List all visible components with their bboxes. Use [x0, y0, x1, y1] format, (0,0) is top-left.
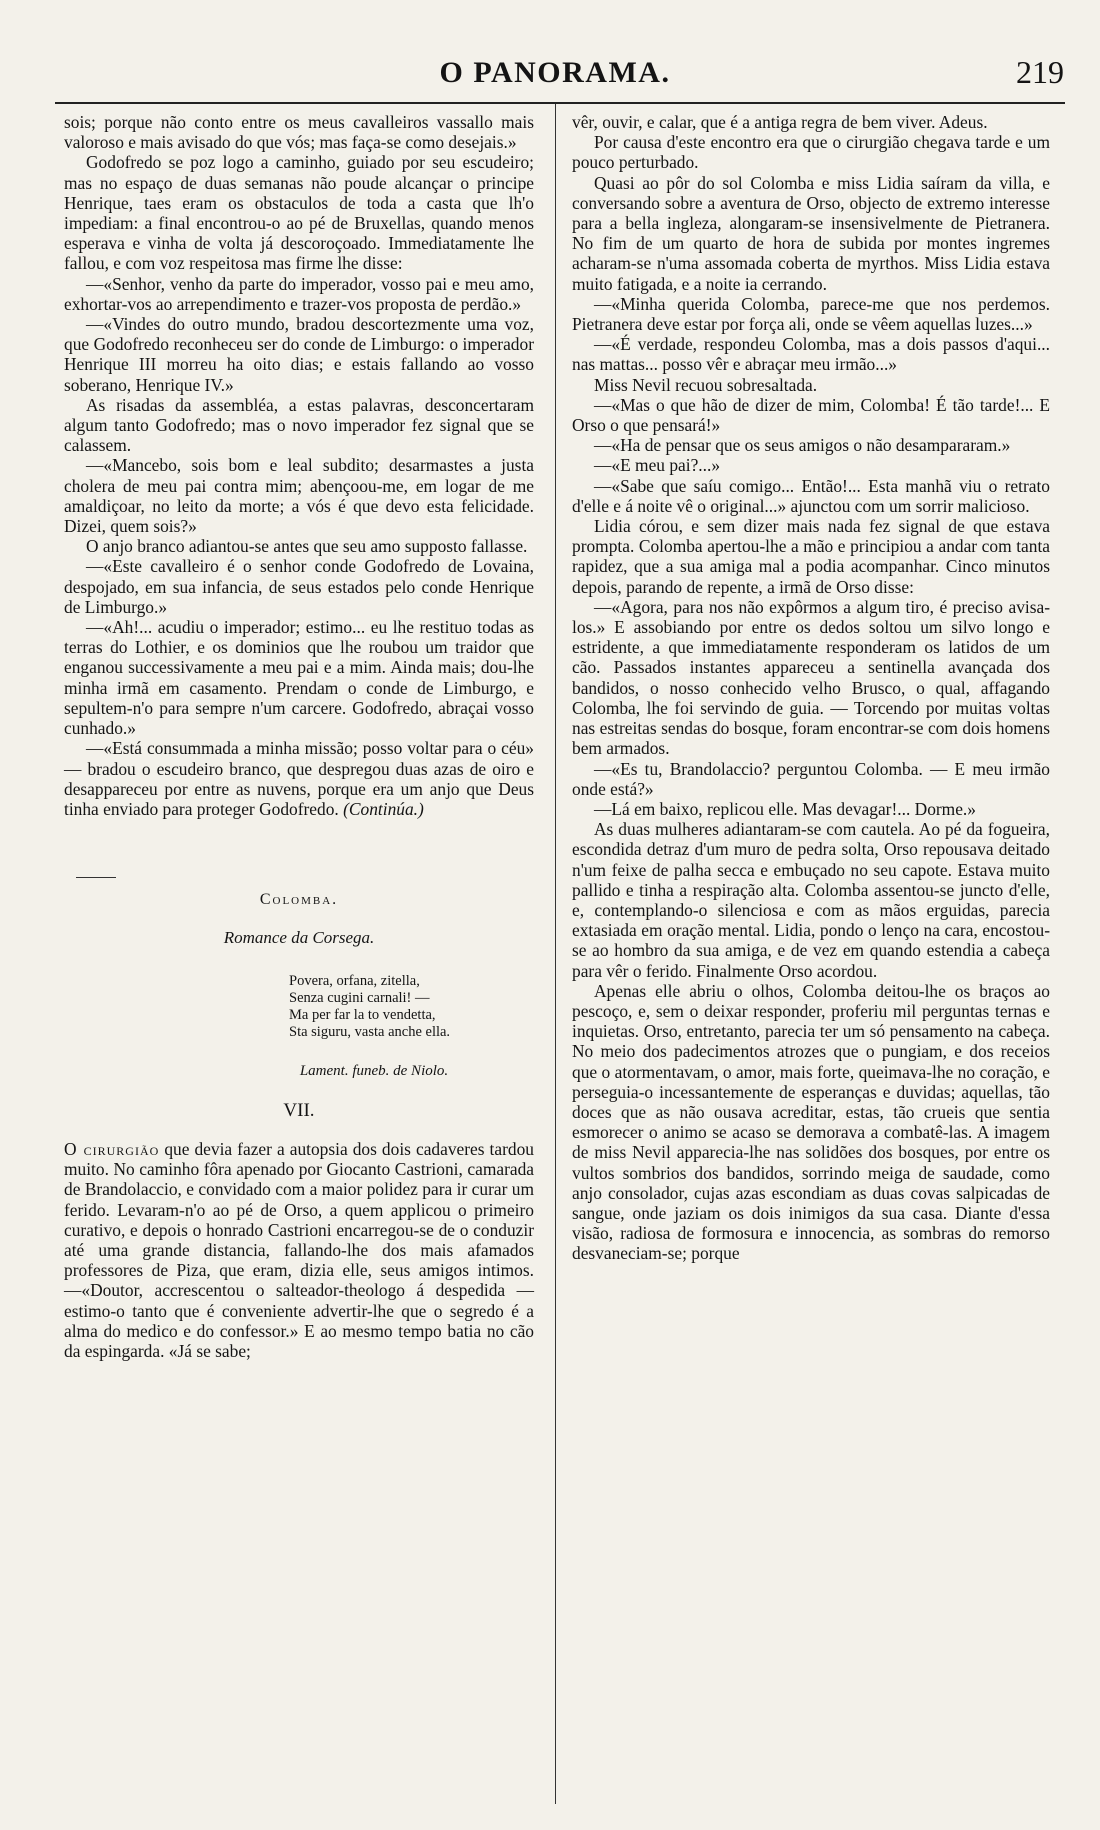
paragraph: vêr, ouvir, e calar, que é a antiga regra de bem viver. Adeus.: [572, 112, 988, 132]
paragraph-text: —«Está consummada a minha missão; posso voltar para o céu» — bradou o escudeiro branco, que despregou duas azas de oiro e desappareceu por entre as nuvens, porque era um anjo que Deus tinha enviado para proteger Godofredo.: [64, 738, 534, 819]
paragraph: —«Mas o que hão de dizer de mim, Colomba! É tão tarde!... E Orso o que pensará!»: [572, 394, 1050, 436]
paragraph: Apenas elle abriu o olhos, Colomba deitou-lhe os braços ao pescoço, e, sem o deixar responder, proferiu mil perguntas ternas e inquietas. Orso, entretanto, parecia ter um só pensamento na cabeça. No meio dos padecimentos atrozes que o pungiam, e dos receios que o atormentavam, o amor, mais forte, queimava-lhe no coração, e perseguia-o incessantemente de esperanças e duvidas; aquellas, tão doces que as não ousava acreditar, estas, tão crueis que sentia esmorecer o animo se acaso se demorava a combatê-las. A imagem de miss Nevil apparecia-lhe nas solidões dos bosques, por entre os vultos sombrios dos bandidos, sorrindo meiga de saudade, como anjo consolador, cujas azas escondiam as duas covas salpicadas de sangue, onde jaziam os dois inimigos da sua casa. Diante d'essa visão, radiosa de formosura e innocencia, as sombras do remorso desvaneciam-se; porque: [572, 980, 1050, 1264]
paragraph: —«Senhor, venho da parte do imperador, vosso pai e meu amo, exhortar-vos ao arrependimento e trazer-vos proposta de perdão.»: [64, 273, 534, 314]
column-divider: [555, 104, 556, 1804]
paragraph: —«Ha de pensar que os seus amigos o não desampararam.»: [594, 435, 1011, 456]
paragraph: [64, 738, 534, 819]
paragraph: As risadas da assembléa, a estas palavras, desconcertaram algum tanto Godofredo; mas o novo imperador fez signal que se calassem.: [64, 394, 534, 456]
chapter-number: VII.: [283, 1099, 315, 1121]
epigraph-line: Sta siguru, vasta anche ella.: [289, 1023, 451, 1040]
epigraph-attribution: Lament. funeb. de Niolo.: [299, 1062, 449, 1079]
paragraph: Quasi ao pôr do sol Colomba e miss Lidia saíram da villa, e conversando sobre a aventura de Orso, objecto de extremo interesse para a bella ingleza, alongaram-se insensivelmente de Pietranera. No fim de um quarto de hora de subida por montes ingremes acharam-se n'uma assomada coberta de myrthos. Miss Lidia estava muito fatigada, e a noite ia cerrando.: [572, 172, 1050, 294]
chapter-paragraph: [64, 1139, 534, 1361]
paragraph: —«Minha querida Colomba, parece-me que nos perdemos. Pietranera deve estar por força ali, onde se vêem aquellas luzes...»: [572, 293, 1050, 335]
paragraph: —«E meu pai?...»: [594, 455, 721, 476]
paragraph: As duas mulheres adiantaram-se com cautela. Ao pé da fogueira, escondida detraz d'um muro de pedra solta, Orso repousava deitado n'um feixe de palha secca e embuçado no seu capote. Estava muito pallido e tinha a respiração alta. Colomba assentou-se juncto d'elle, e, contemplando-o silenciosa e com as mãos erguidas, parecia extasiada em oração mental. Lidia, pondo o lenço na cara, encostou-se ao hombro da sua amiga, e de vez em quando estendia a cabeça para vêr o ferido. Finalmente Orso acordou.: [572, 819, 1050, 981]
section-separator: [76, 877, 116, 878]
epigraph-line: Senza cugini carnali! —: [289, 989, 430, 1006]
paragraph: Por causa d'este encontro era que o cirurgião chegava tarde e um pouco perturbado.: [572, 132, 1050, 173]
section-title: Colomba.: [259, 891, 339, 909]
epigraph-line: Povera, orfana, zitella,: [289, 972, 420, 989]
paragraph: Godofredo se poz logo a caminho, guiado por seu escudeiro; mas no espaço de duas semanas não poude alcançar o principe Henrique, taes eram os obstaculos de toda a casta que lh'o impediam: a final encontrou-o ao pé de Bruxellas, quando menos esperava e vinha de volta já descoroçoado. Immediatamente lhe fallou, e com voz respeitosa mas firme lhe disse:: [64, 152, 534, 274]
paragraph: —Lá em baixo, replicou elle. Mas devagar!... Dorme.»: [594, 798, 976, 819]
paragraph-text: que devia fazer a autopsia dos dois cadaveres tardou muito. No caminho fôra apenado por Giocanto Castrioni, camarada de Brandolaccio, e convidado com a maior polidez para ir curar um ferido. Levaram-n'o ao pé de Orso, a quem applicou o primeiro curativo, e depois o honrado Castrioni encarregou-se de o conduzir até uma grande distancia, fallando-lhe dos mais afamados professores de Piza, que eram, dizia elle, seus amigos intimos. —«Doutor, accrescentou o salteador-theologo á despedida — estimo-o tanto que é conveniente advertir-lhe que o segredo é a alma do medico e do confessor.» E ao mesmo tempo batia no cão da espingarda. «Já se sabe;: [64, 1138, 534, 1361]
left-column: [64, 112, 534, 1361]
paragraph: —«Ah!... acudiu o imperador; estimo... eu lhe restituo todas as terras do Lothier, e os dominios que lhe roubou um traidor que enganou successivamente a meu pai e a mim. Ainda mais; dou-lhe minha irmã em casamento. Prendam o conde de Limburgo, e sepultem-n'o para sempre n'um carcere. Godofredo, abraçai vosso cunhado.»: [64, 617, 534, 739]
paragraph: O anjo branco adiantou-se antes que seu amo supposto fallasse.: [86, 536, 528, 557]
paragraph: —«Mancebo, sois bom e leal subdito; desarmastes a justa cholera de meu pai contra mim; abençoou-me, em logar de me amaldiçoar, no leito da morte; a vós é que devo esta felicidade. Dizei, quem sois?»: [64, 455, 534, 537]
paragraph: —«Es tu, Brandolaccio? perguntou Colomba. — E meu irmão onde está?»: [572, 758, 1050, 799]
epigraph: [289, 973, 534, 1041]
page-number: 219: [1016, 54, 1064, 90]
page-header: [40, 50, 1070, 102]
paragraph: —«Este cavalleiro é o senhor conde Godofredo de Lovaina, despojado, em sua infancia, de seus estados pelo conde Henrique de Limburgo.»: [64, 556, 534, 617]
chapter-lead: O cirurgião: [64, 1138, 160, 1159]
right-column: [572, 112, 1050, 1264]
paragraph: Lidia córou, e sem dizer mais nada fez signal de que estava prompta. Colomba apertou-lhe a mão e principiou a andar com tanta rapidez, que a sua amiga mal a podia acompanhar. Cinco minutos depois, parando de repente, a irmã de Orso disse:: [572, 516, 1050, 597]
paragraph: sois; porque não conto entre os meus cavalleiros vassallo mais valoroso e mais avisado do que vós; mas faça-se como desejais.»: [64, 112, 534, 153]
masthead-title: O PANORAMA.: [439, 56, 671, 89]
paragraph: —«Vindes do outro mundo, bradou descortezmente uma voz, que Godofredo reconheceu ser do conde de Limburgo: o imperador Henrique III morreu ha oito dias; e estais fallando ao vosso soberano, Henrique IV.»: [64, 314, 534, 395]
continua-note: (Continúa.): [343, 798, 424, 819]
section-subtitle: Romance da Corsega.: [223, 928, 375, 948]
header-rule: [55, 102, 1065, 104]
epigraph-line: Ma per far la to vendetta,: [289, 1006, 436, 1023]
paragraph: Miss Nevil recuou sobresaltada.: [594, 374, 818, 395]
paragraph: —«Agora, para nos não expôrmos a algum tiro, é preciso avisa-los.» E assobiando por entre os dedos soltou um silvo longo e estridente, a que immediatamente responderam os latidos de um cão. Passados instantes appareceu a sentinella avançada dos bandidos, o nosso conhecido velho Brusco, o qual, affagando Colomba, lhe foi servindo de guia. — Torcendo por muitas voltas nas estreitas sendas do bosque, foram encontrar-se com dois homens bem armados.: [572, 596, 1050, 759]
paragraph: —«É verdade, respondeu Colomba, mas a dois passos d'aqui... nas mattas... posso vêr e abraçar meu irmão...»: [572, 334, 1050, 375]
paragraph: —«Sabe que saíu comigo... Então!... Esta manhã viu o retrato d'elle e á noite vê o original...» ajunctou com um sorrir malicioso.: [572, 475, 1050, 516]
